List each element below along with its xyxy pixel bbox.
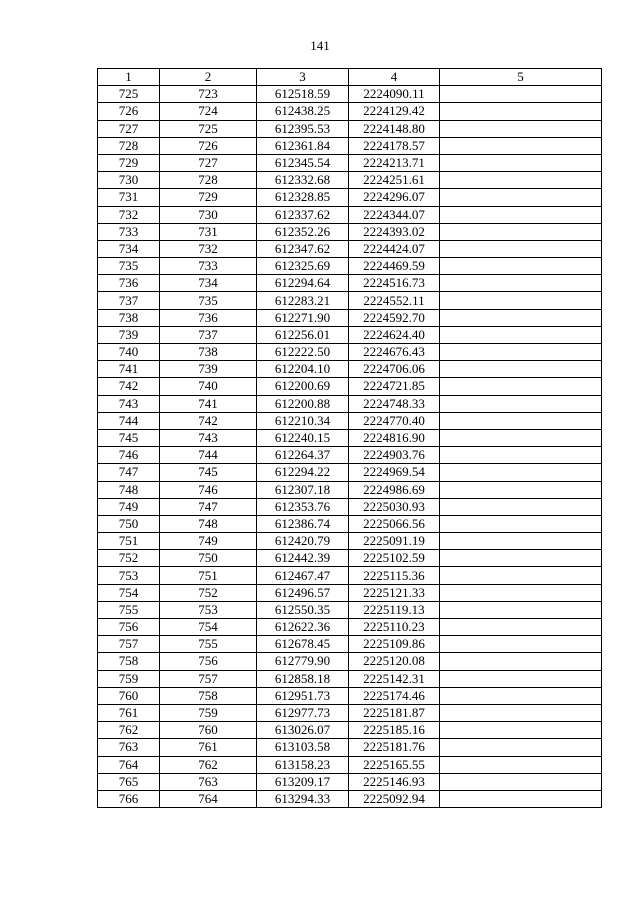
table-cell [440, 292, 602, 309]
table-cell: 612622.36 [257, 619, 349, 636]
table-cell: 736 [160, 309, 257, 326]
table-cell: 737 [160, 326, 257, 343]
table-header-row [98, 69, 602, 86]
table-cell [440, 567, 602, 584]
table-cell: 729 [160, 189, 257, 206]
table-row [98, 120, 602, 137]
table-cell: 762 [160, 756, 257, 773]
table-cell [440, 601, 602, 618]
table-cell: 749 [98, 498, 160, 515]
column-header: 3 [257, 69, 349, 86]
table-row [98, 464, 602, 481]
table-cell: 612264.37 [257, 447, 349, 464]
table-cell: 612386.74 [257, 515, 349, 532]
table-cell [440, 739, 602, 756]
table-cell: 762 [98, 722, 160, 739]
table-cell: 2225146.93 [349, 773, 440, 790]
page-number: 141 [310, 38, 330, 53]
table-cell: 743 [160, 429, 257, 446]
table-cell: 612951.73 [257, 687, 349, 704]
table-cell: 612325.69 [257, 258, 349, 275]
table-cell: 751 [98, 533, 160, 550]
table-row [98, 412, 602, 429]
table-cell: 757 [160, 670, 257, 687]
table-cell: 728 [98, 137, 160, 154]
table-cell: 2224903.76 [349, 447, 440, 464]
table-cell: 757 [98, 636, 160, 653]
table-cell: 758 [160, 687, 257, 704]
table-cell: 2225142.31 [349, 670, 440, 687]
table-row [98, 533, 602, 550]
table-cell: 2224816.90 [349, 429, 440, 446]
table-cell: 752 [98, 550, 160, 567]
table-row [98, 189, 602, 206]
table-cell [440, 773, 602, 790]
table-cell: 743 [98, 395, 160, 412]
table-cell: 760 [160, 722, 257, 739]
table-cell: 612204.10 [257, 361, 349, 378]
table-cell: 728 [160, 172, 257, 189]
table-row [98, 790, 602, 807]
table-row [98, 722, 602, 739]
table-cell [440, 137, 602, 154]
table-cell [440, 172, 602, 189]
table-row [98, 292, 602, 309]
table-cell: 744 [98, 412, 160, 429]
column-header: 5 [440, 69, 602, 86]
table-cell: 765 [98, 773, 160, 790]
table-cell: 612271.90 [257, 309, 349, 326]
table-cell: 612420.79 [257, 533, 349, 550]
table-cell: 2224393.02 [349, 223, 440, 240]
table-cell: 2224721.85 [349, 378, 440, 395]
table-cell: 2224213.71 [349, 154, 440, 171]
table-cell [440, 498, 602, 515]
table-cell: 764 [98, 756, 160, 773]
table-cell: 764 [160, 790, 257, 807]
table-cell: 740 [160, 378, 257, 395]
table-cell: 2224552.11 [349, 292, 440, 309]
table-row [98, 481, 602, 498]
table-cell: 612345.54 [257, 154, 349, 171]
table-cell: 2224748.33 [349, 395, 440, 412]
table-cell: 612200.69 [257, 378, 349, 395]
table-row [98, 361, 602, 378]
table-cell: 2224624.40 [349, 326, 440, 343]
table-cell: 739 [160, 361, 257, 378]
table-cell [440, 636, 602, 653]
table-row [98, 429, 602, 446]
table-row [98, 309, 602, 326]
table-cell [440, 481, 602, 498]
table-cell: 612977.73 [257, 704, 349, 721]
table-cell: 733 [98, 223, 160, 240]
table-cell: 2225174.46 [349, 687, 440, 704]
table-cell: 750 [160, 550, 257, 567]
table-row [98, 550, 602, 567]
table-cell: 612240.15 [257, 429, 349, 446]
table-cell: 613026.07 [257, 722, 349, 739]
table-cell [440, 309, 602, 326]
coordinates-table [97, 68, 602, 808]
table-cell: 763 [98, 739, 160, 756]
table-cell: 734 [160, 275, 257, 292]
table-row [98, 154, 602, 171]
table-cell: 753 [98, 567, 160, 584]
table-cell: 612518.59 [257, 86, 349, 103]
column-header: 1 [98, 69, 160, 86]
column-header: 4 [349, 69, 440, 86]
table-cell: 758 [98, 653, 160, 670]
table-cell: 612256.01 [257, 326, 349, 343]
table-cell [440, 189, 602, 206]
table-cell: 2224469.59 [349, 258, 440, 275]
table-cell [440, 756, 602, 773]
table-cell [440, 103, 602, 120]
table-cell: 744 [160, 447, 257, 464]
table-cell: 2224129.42 [349, 103, 440, 120]
table-cell: 740 [98, 344, 160, 361]
table-cell [440, 361, 602, 378]
table-cell [440, 722, 602, 739]
table-cell [440, 223, 602, 240]
table-cell [440, 258, 602, 275]
table-cell: 737 [98, 292, 160, 309]
table-cell: 612332.68 [257, 172, 349, 189]
table-cell: 745 [98, 429, 160, 446]
table-cell: 2224090.11 [349, 86, 440, 103]
table-row [98, 344, 602, 361]
table-cell: 742 [98, 378, 160, 395]
table-cell [440, 790, 602, 807]
table-cell: 612294.22 [257, 464, 349, 481]
table-row [98, 704, 602, 721]
table-cell: 741 [160, 395, 257, 412]
table-cell: 2224770.40 [349, 412, 440, 429]
table-row [98, 378, 602, 395]
table-cell: 612328.85 [257, 189, 349, 206]
table-cell: 748 [160, 515, 257, 532]
table-cell: 755 [160, 636, 257, 653]
table-cell [440, 344, 602, 361]
table-cell: 755 [98, 601, 160, 618]
table-cell: 612294.64 [257, 275, 349, 292]
table-cell: 2225120.08 [349, 653, 440, 670]
table-cell: 2225185.16 [349, 722, 440, 739]
table-row [98, 86, 602, 103]
table-cell: 760 [98, 687, 160, 704]
table-cell: 731 [98, 189, 160, 206]
table-cell [440, 378, 602, 395]
table-cell: 766 [98, 790, 160, 807]
table-cell: 2224986.69 [349, 481, 440, 498]
table-cell: 752 [160, 584, 257, 601]
table-cell [440, 412, 602, 429]
table-row [98, 206, 602, 223]
table-cell: 761 [160, 739, 257, 756]
table-cell [440, 533, 602, 550]
table-cell: 2225181.76 [349, 739, 440, 756]
table-cell: 613294.33 [257, 790, 349, 807]
table-cell: 612550.35 [257, 601, 349, 618]
table-cell: 2224251.61 [349, 172, 440, 189]
table-cell [440, 429, 602, 446]
table-cell [440, 86, 602, 103]
table-cell: 2225030.93 [349, 498, 440, 515]
table-cell: 738 [98, 309, 160, 326]
table-cell [440, 206, 602, 223]
table-cell: 612678.45 [257, 636, 349, 653]
table-row [98, 258, 602, 275]
table-row [98, 739, 602, 756]
table-cell: 726 [98, 103, 160, 120]
table-cell [440, 704, 602, 721]
table-cell: 745 [160, 464, 257, 481]
table-cell: 742 [160, 412, 257, 429]
table-cell: 2224296.07 [349, 189, 440, 206]
table-cell: 747 [98, 464, 160, 481]
table-cell: 754 [160, 619, 257, 636]
table-cell [440, 653, 602, 670]
table-cell: 732 [98, 206, 160, 223]
table-cell: 612438.25 [257, 103, 349, 120]
table-cell: 733 [160, 258, 257, 275]
table-cell: 2225115.36 [349, 567, 440, 584]
table-cell: 756 [98, 619, 160, 636]
table-cell: 2225165.55 [349, 756, 440, 773]
table-cell [440, 326, 602, 343]
table-cell: 736 [98, 275, 160, 292]
table-cell [440, 120, 602, 137]
table-cell: 725 [160, 120, 257, 137]
table-cell: 2224148.80 [349, 120, 440, 137]
table-row [98, 567, 602, 584]
table-row [98, 395, 602, 412]
table-cell: 612307.18 [257, 481, 349, 498]
table-cell [440, 464, 602, 481]
table-row [98, 636, 602, 653]
table-cell: 750 [98, 515, 160, 532]
table-cell: 612395.53 [257, 120, 349, 137]
table-cell [440, 584, 602, 601]
table-cell: 612442.39 [257, 550, 349, 567]
table-row [98, 498, 602, 515]
table-cell: 735 [98, 258, 160, 275]
table-cell: 730 [160, 206, 257, 223]
table-row [98, 756, 602, 773]
table-cell: 2225092.94 [349, 790, 440, 807]
table-cell: 2224706.06 [349, 361, 440, 378]
table-cell: 612467.47 [257, 567, 349, 584]
table-row [98, 773, 602, 790]
table-cell: 2225066.56 [349, 515, 440, 532]
table-cell: 729 [98, 154, 160, 171]
table-cell: 735 [160, 292, 257, 309]
table-row [98, 447, 602, 464]
table-cell: 613158.23 [257, 756, 349, 773]
table-cell: 612200.88 [257, 395, 349, 412]
table-cell: 613103.58 [257, 739, 349, 756]
table-cell: 741 [98, 361, 160, 378]
table-cell: 2224344.07 [349, 206, 440, 223]
table-cell: 2225110.23 [349, 619, 440, 636]
table-cell: 612210.34 [257, 412, 349, 429]
table-cell: 727 [98, 120, 160, 137]
table-cell [440, 670, 602, 687]
table-cell: 2225091.19 [349, 533, 440, 550]
table-cell: 748 [98, 481, 160, 498]
table-row [98, 240, 602, 257]
table-row [98, 515, 602, 532]
table-cell: 2225119.13 [349, 601, 440, 618]
table-cell: 763 [160, 773, 257, 790]
table-cell: 732 [160, 240, 257, 257]
table-cell: 730 [98, 172, 160, 189]
table-cell: 725 [98, 86, 160, 103]
table-body [98, 86, 602, 808]
table-cell: 746 [98, 447, 160, 464]
table-cell: 734 [98, 240, 160, 257]
table-cell: 753 [160, 601, 257, 618]
table-cell: 723 [160, 86, 257, 103]
table-cell: 612352.26 [257, 223, 349, 240]
table-row [98, 687, 602, 704]
table-cell: 749 [160, 533, 257, 550]
table-cell [440, 515, 602, 532]
table-row [98, 172, 602, 189]
table-cell: 2224424.07 [349, 240, 440, 257]
table-cell: 2224592.70 [349, 309, 440, 326]
table-cell: 2225121.33 [349, 584, 440, 601]
table-cell [440, 275, 602, 292]
table-row [98, 670, 602, 687]
table-cell [440, 687, 602, 704]
table-row [98, 137, 602, 154]
table-cell: 612222.50 [257, 344, 349, 361]
table-row [98, 601, 602, 618]
table-row [98, 584, 602, 601]
table-cell: 612858.18 [257, 670, 349, 687]
table-row [98, 653, 602, 670]
table-row [98, 223, 602, 240]
table-cell [440, 619, 602, 636]
table-cell: 2224516.73 [349, 275, 440, 292]
table-row [98, 619, 602, 636]
table-cell: 754 [98, 584, 160, 601]
table-cell: 612779.90 [257, 653, 349, 670]
column-header: 2 [160, 69, 257, 86]
table-cell: 2224178.57 [349, 137, 440, 154]
table-cell: 612496.57 [257, 584, 349, 601]
table-row [98, 326, 602, 343]
table-cell [440, 240, 602, 257]
table-cell: 756 [160, 653, 257, 670]
table-cell [440, 447, 602, 464]
table-cell: 613209.17 [257, 773, 349, 790]
table-cell: 2224676.43 [349, 344, 440, 361]
table-cell: 746 [160, 481, 257, 498]
table-cell: 747 [160, 498, 257, 515]
table-cell: 726 [160, 137, 257, 154]
table-cell: 724 [160, 103, 257, 120]
table-cell: 727 [160, 154, 257, 171]
table-cell: 759 [160, 704, 257, 721]
table-cell: 2225109.86 [349, 636, 440, 653]
table-cell: 731 [160, 223, 257, 240]
table-cell: 751 [160, 567, 257, 584]
table-cell: 738 [160, 344, 257, 361]
table-cell: 612283.21 [257, 292, 349, 309]
table-row [98, 275, 602, 292]
table-cell: 612347.62 [257, 240, 349, 257]
table-cell [440, 550, 602, 567]
table-cell: 612337.62 [257, 206, 349, 223]
table-row [98, 103, 602, 120]
table-cell: 612353.76 [257, 498, 349, 515]
table-cell: 2224969.54 [349, 464, 440, 481]
table-cell: 739 [98, 326, 160, 343]
table-cell: 612361.84 [257, 137, 349, 154]
table-cell: 2225102.59 [349, 550, 440, 567]
table-cell: 759 [98, 670, 160, 687]
table-cell [440, 395, 602, 412]
table-cell: 761 [98, 704, 160, 721]
table-cell [440, 154, 602, 171]
table-cell: 2225181.87 [349, 704, 440, 721]
